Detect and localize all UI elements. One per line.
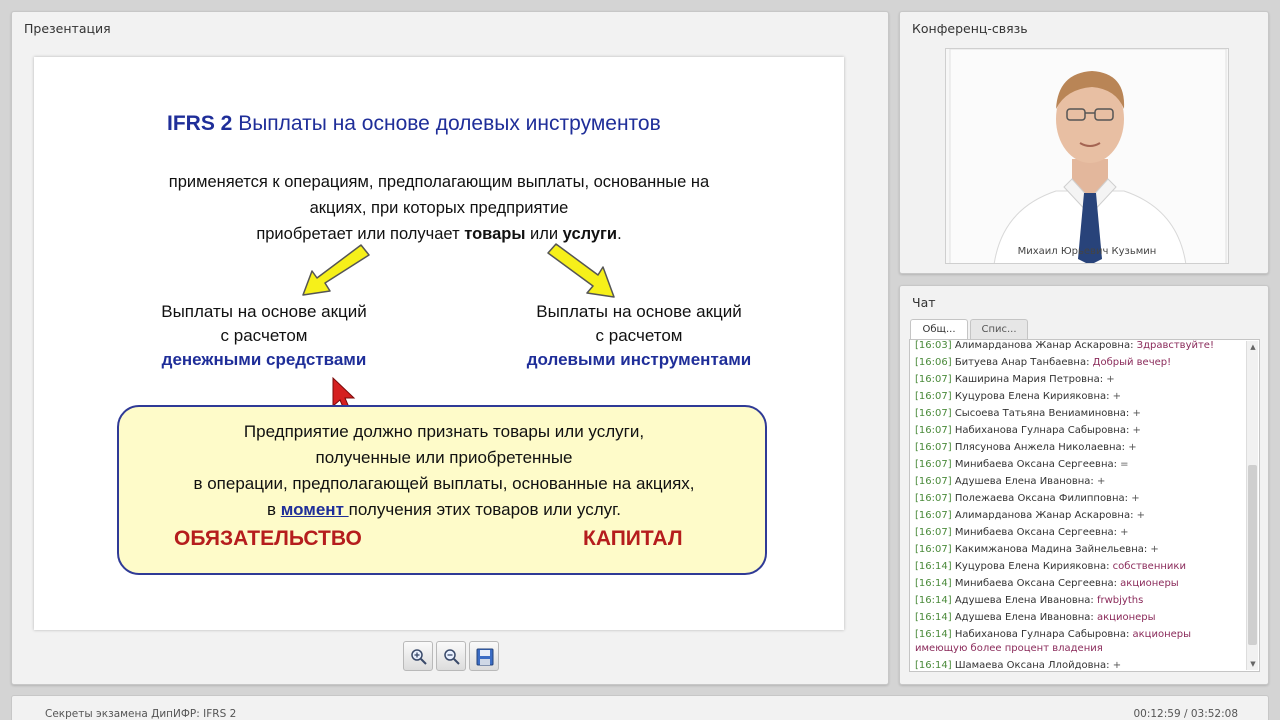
chat-message	[915, 575, 1245, 592]
playback-time: 00:12:59 / 03:52:08	[1133, 708, 1238, 720]
arrow-right-icon	[544, 241, 620, 303]
slide-intro-line: применяется к операциям, предполагающим выплаты, основанные на	[168, 173, 710, 191]
zoom-out-button[interactable]	[436, 641, 466, 671]
message-time: [16:14]	[915, 578, 952, 589]
slide-title-standard: IFRS 2	[167, 112, 233, 135]
message-author: Куцурова Елена Кирияковна:	[954, 561, 1110, 572]
slide-intro-line: акциях, при которых предприятие	[309, 199, 569, 217]
slide	[34, 57, 844, 630]
presentation-panel-title: Презентация	[24, 21, 111, 36]
chat-message	[915, 473, 1245, 490]
message-time: [16:14]	[915, 629, 952, 640]
save-icon	[476, 648, 494, 666]
message-text: +	[1120, 527, 1129, 538]
recording-title: Секреты экзамена ДипИФР: IFRS 2	[45, 708, 237, 720]
message-author: Минибаева Оксана Сергеевна:	[954, 527, 1117, 538]
equity-settled-line: Выплаты на основе акций	[536, 302, 742, 321]
message-time: [16:07]	[915, 476, 952, 487]
scroll-thumb[interactable]	[1248, 465, 1257, 645]
message-author: Шамаева Оксана Ллойдовна:	[954, 660, 1110, 671]
chat-message	[915, 490, 1245, 507]
recognition-line: в операции, предполагающей выплаты, основанные на акциях,	[193, 474, 695, 493]
message-text: акционеры	[1096, 612, 1156, 623]
message-time: [16:07]	[915, 459, 952, 470]
chat-message	[915, 388, 1245, 405]
scroll-down-icon[interactable]: ▼	[1250, 660, 1256, 668]
slide-intro-line: приобретает или получает товары или услуги.	[256, 225, 622, 243]
chat-messages	[915, 339, 1245, 672]
presenter-name: Михаил Юрьевич Кузьмин	[1017, 246, 1157, 257]
equity-settled-line: с расчетом	[595, 326, 683, 345]
message-time: [16:03]	[915, 340, 952, 351]
message-time: [16:14]	[915, 561, 952, 572]
message-text: Здравствуйте!	[1136, 340, 1214, 351]
message-time: [16:07]	[915, 442, 952, 453]
chat-message	[915, 507, 1245, 524]
slide-intro	[94, 169, 784, 247]
message-text: +	[1132, 425, 1141, 436]
message-time: [16:07]	[915, 510, 952, 521]
message-author: Каширина Мария Петровна:	[954, 374, 1104, 385]
tab-participants[interactable]: Спис...	[970, 319, 1028, 341]
message-author: Сысоева Татьяна Вениаминовна:	[954, 408, 1130, 419]
recognition-line: Предприятие должно признать товары или услуги,	[243, 422, 645, 441]
chat-message	[915, 541, 1245, 558]
message-author: Куцурова Елена Кирияковна:	[954, 391, 1110, 402]
chat-message	[915, 558, 1245, 575]
cash-settled-line: с расчетом	[220, 326, 308, 345]
chat-message	[915, 422, 1245, 439]
message-text: +	[1136, 510, 1146, 521]
recognition-box	[117, 405, 767, 575]
player-footer	[11, 695, 1269, 720]
chat-message	[915, 371, 1245, 388]
message-time: [16:14]	[915, 595, 952, 606]
chat-message	[915, 354, 1245, 371]
message-text: акционеры	[1120, 578, 1179, 589]
message-time: [16:14]	[915, 660, 952, 671]
save-button[interactable]	[469, 641, 499, 671]
message-time: [16:07]	[915, 374, 952, 385]
message-time: [16:14]	[915, 612, 952, 623]
tab-general[interactable]: Общ...	[910, 319, 968, 341]
chat-message	[915, 405, 1245, 422]
message-text: =	[1120, 459, 1129, 470]
message-author: Набиханова Гулнара Сабыровна:	[954, 629, 1130, 640]
message-text: акционеры имеющую более процент владения	[915, 629, 1192, 654]
zoom-in-button[interactable]	[403, 641, 433, 671]
zoom-in-icon	[410, 648, 428, 666]
chat-message	[915, 439, 1245, 456]
message-author: Минибаева Оксана Сергеевна:	[954, 459, 1117, 470]
message-time: [16:07]	[915, 544, 952, 555]
chat-message	[915, 524, 1245, 541]
goods-word: товары	[464, 225, 526, 243]
scroll-up-icon[interactable]: ▲	[1250, 343, 1256, 351]
conference-panel-title: Конференц-связь	[912, 21, 1028, 36]
chat-panel	[899, 285, 1269, 685]
conference-panel	[899, 11, 1269, 274]
arrow-left-icon	[299, 241, 371, 301]
recognition-line: полученные или приобретенные	[315, 448, 573, 467]
message-time: [16:07]	[915, 391, 952, 402]
message-author: Адушева Елена Ивановна:	[954, 476, 1094, 487]
cash-settled-line: Выплаты на основе акций	[161, 302, 367, 321]
capital-label: КАПИТАЛ	[583, 527, 683, 550]
message-time: [16:07]	[915, 408, 952, 419]
chat-message	[915, 657, 1245, 672]
message-author: Алимарданова Жанар Аскаровна:	[954, 340, 1134, 351]
message-text: +	[1096, 476, 1106, 487]
message-text: Добрый вечер!	[1092, 357, 1172, 368]
services-word: услуги	[562, 225, 618, 243]
recognition-text	[119, 419, 769, 523]
message-text: frwbjyths	[1096, 595, 1144, 606]
message-author: Адушева Елена Ивановна:	[954, 612, 1094, 623]
message-text: +	[1128, 442, 1137, 453]
chat-message	[915, 339, 1245, 354]
chat-message	[915, 456, 1245, 473]
slide-title	[167, 112, 661, 136]
message-author: Алимарданова Жанар Аскаровна:	[954, 510, 1134, 521]
message-time: [16:07]	[915, 425, 952, 436]
message-author: Какимжанова Мадина Зайнельевна:	[954, 544, 1148, 555]
zoom-out-icon	[443, 648, 461, 666]
message-author: Плясунова Анжела Николаевна:	[954, 442, 1126, 453]
message-text: +	[1112, 660, 1122, 671]
chat-message	[915, 626, 1245, 657]
message-author: Полежаева Оксана Филипповна:	[954, 493, 1128, 504]
message-text: +	[1132, 408, 1141, 419]
chat-message	[915, 609, 1245, 626]
chat-scrollbar[interactable]	[1246, 341, 1258, 670]
equity-settled-emphasis: долевыми инструментами	[526, 350, 752, 369]
slide-title-text: Выплаты на основе долевых инструментов	[238, 112, 661, 135]
presenter-image	[946, 49, 1229, 264]
chat-panel-title: Чат	[912, 295, 936, 310]
liability-label: ОБЯЗАТЕЛЬСТВО	[174, 527, 362, 550]
recognition-line: в момент получения этих товаров или услуг.	[267, 500, 621, 519]
message-text: +	[1131, 493, 1140, 504]
message-author: Битуева Анар Танбаевна:	[954, 357, 1090, 368]
message-time: [16:07]	[915, 493, 952, 504]
message-time: [16:07]	[915, 527, 952, 538]
message-text: +	[1112, 391, 1122, 402]
message-author: Набиханова Гулнара Сабыровна:	[954, 425, 1130, 436]
message-time: [16:06]	[915, 357, 952, 368]
message-text: +	[1106, 374, 1115, 385]
cash-settled-block	[124, 300, 404, 372]
presentation-panel	[11, 11, 889, 685]
equity-settled-block	[499, 300, 779, 372]
moment-word: момент	[280, 500, 349, 519]
presenter-video	[945, 48, 1229, 264]
message-text: +	[1150, 544, 1159, 555]
message-text: собственники	[1112, 561, 1186, 572]
chat-message-list[interactable]	[909, 339, 1260, 672]
message-author: Минибаева Оксана Сергеевна:	[954, 578, 1117, 589]
cash-settled-emphasis: денежными средствами	[161, 350, 367, 369]
message-author: Адушева Елена Ивановна:	[954, 595, 1094, 606]
chat-message	[915, 592, 1245, 609]
